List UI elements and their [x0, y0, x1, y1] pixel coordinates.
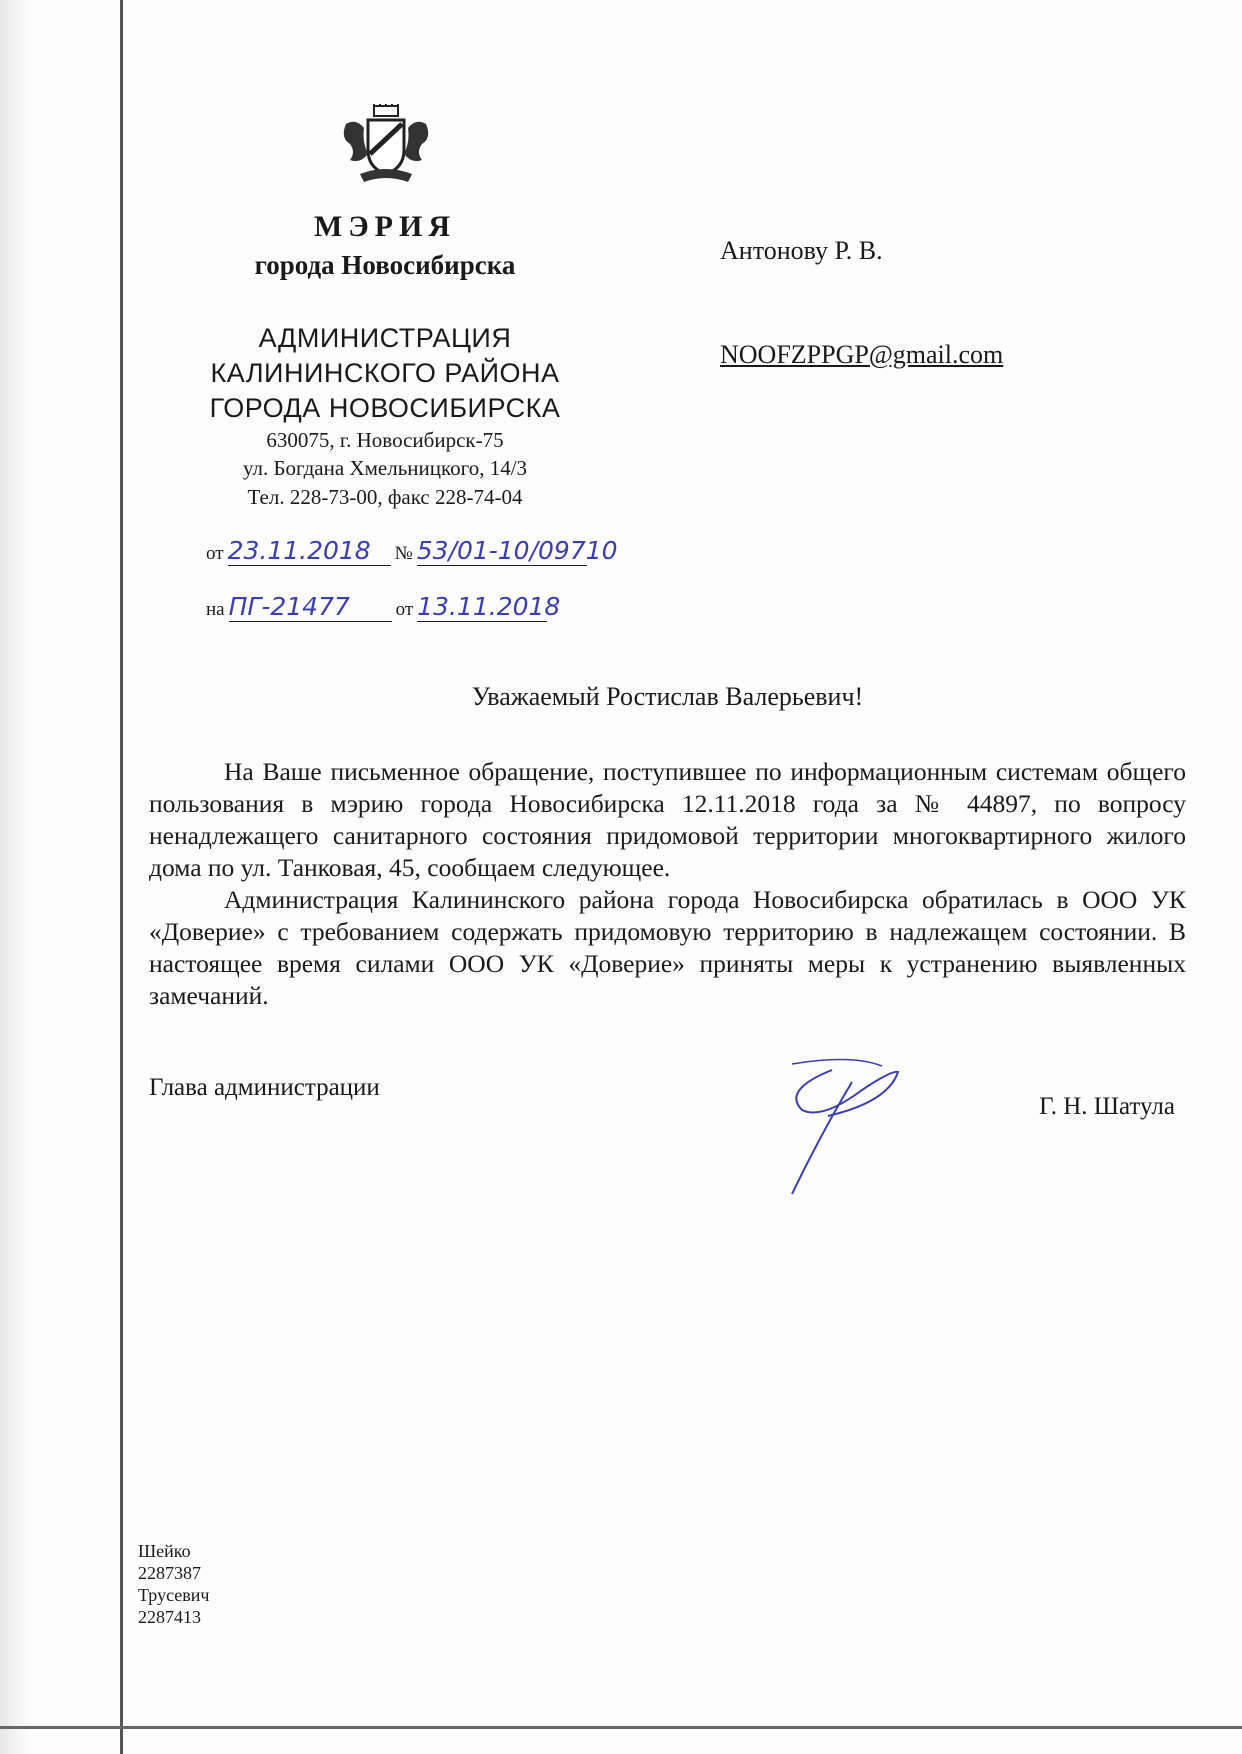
reply-label: на — [206, 599, 225, 620]
body-paragraph-1: На Ваше письменное обращение, поступившее по информационным системам общего пользования в мэрию города Новосибирска 12.11.2018 года за № 44897, по вопросу ненадлежащего санитарного состояния придомовой территории многоквартирного жилого дома по ул. Танковая, 45, сообщаем следующее. — [149, 757, 1186, 882]
reply-date: 13.11.2018 — [417, 592, 561, 621]
reply-number: ПГ-21477 — [228, 592, 350, 621]
scan-edge-line — [120, 0, 123, 1754]
scan-margin-shadow — [0, 0, 30, 1754]
contact-2-name: Трусевич — [138, 1585, 210, 1605]
contact-1-name: Шейко — [138, 1541, 191, 1561]
contact-1-phone: 2287387 — [138, 1563, 201, 1583]
signatory-name: Г. Н. Шатула — [1039, 1093, 1175, 1120]
signatory-position: Глава администрации — [149, 1074, 380, 1101]
recipient-name: Антонову Р. В. — [720, 236, 883, 265]
greeting: Уважаемый Ростислав Валерьевич! — [471, 682, 864, 711]
body-paragraph-2: Администрация Калининского района города Новосибирска обратилась в ООО УК «Доверие» с требованием содержать придомовую территорию в надлежащем состоянии. В настоящее время силами ООО УК «Доверие» приняты меры к устранению выявленных замечаний. — [149, 885, 1186, 1010]
address-line-1: 630075, г. Новосибирск-75 — [266, 428, 504, 452]
contact-2-phone: 2287413 — [138, 1607, 201, 1627]
outgoing-number: 53/01-10/09710 — [416, 536, 618, 565]
dept-line-1: АДМИНИСТРАЦИЯ — [258, 323, 512, 353]
executor-contacts — [138, 1540, 209, 1628]
signature-icon — [772, 1056, 912, 1198]
reply-from-label: от — [395, 599, 414, 620]
phone-line: Тел. 228-73-00, факс 228-74-04 — [247, 485, 523, 509]
letter-body — [149, 756, 1186, 1012]
number-label: № — [394, 543, 413, 564]
outgoing-date: 23.11.2018 — [227, 536, 371, 565]
scan-bottom-line — [0, 1726, 1242, 1729]
dept-line-3: ГОРОДА НОВОСИБИРСКА — [209, 393, 561, 423]
registration-row-incoming — [206, 592, 561, 622]
recipient-email: NOOFZPPGP@gmail.com — [720, 340, 1004, 369]
address-line-2: ул. Богдана Хмельницкого, 14/3 — [242, 456, 528, 480]
from-label: от — [206, 543, 224, 564]
org-name: МЭРИЯ — [314, 210, 456, 243]
dept-line-2: КАЛИНИНСКОГО РАЙОНА — [210, 358, 560, 388]
registration-row-outgoing — [206, 536, 618, 566]
org-city: города Новосибирска — [254, 250, 516, 280]
coat-of-arms-icon — [340, 104, 432, 188]
